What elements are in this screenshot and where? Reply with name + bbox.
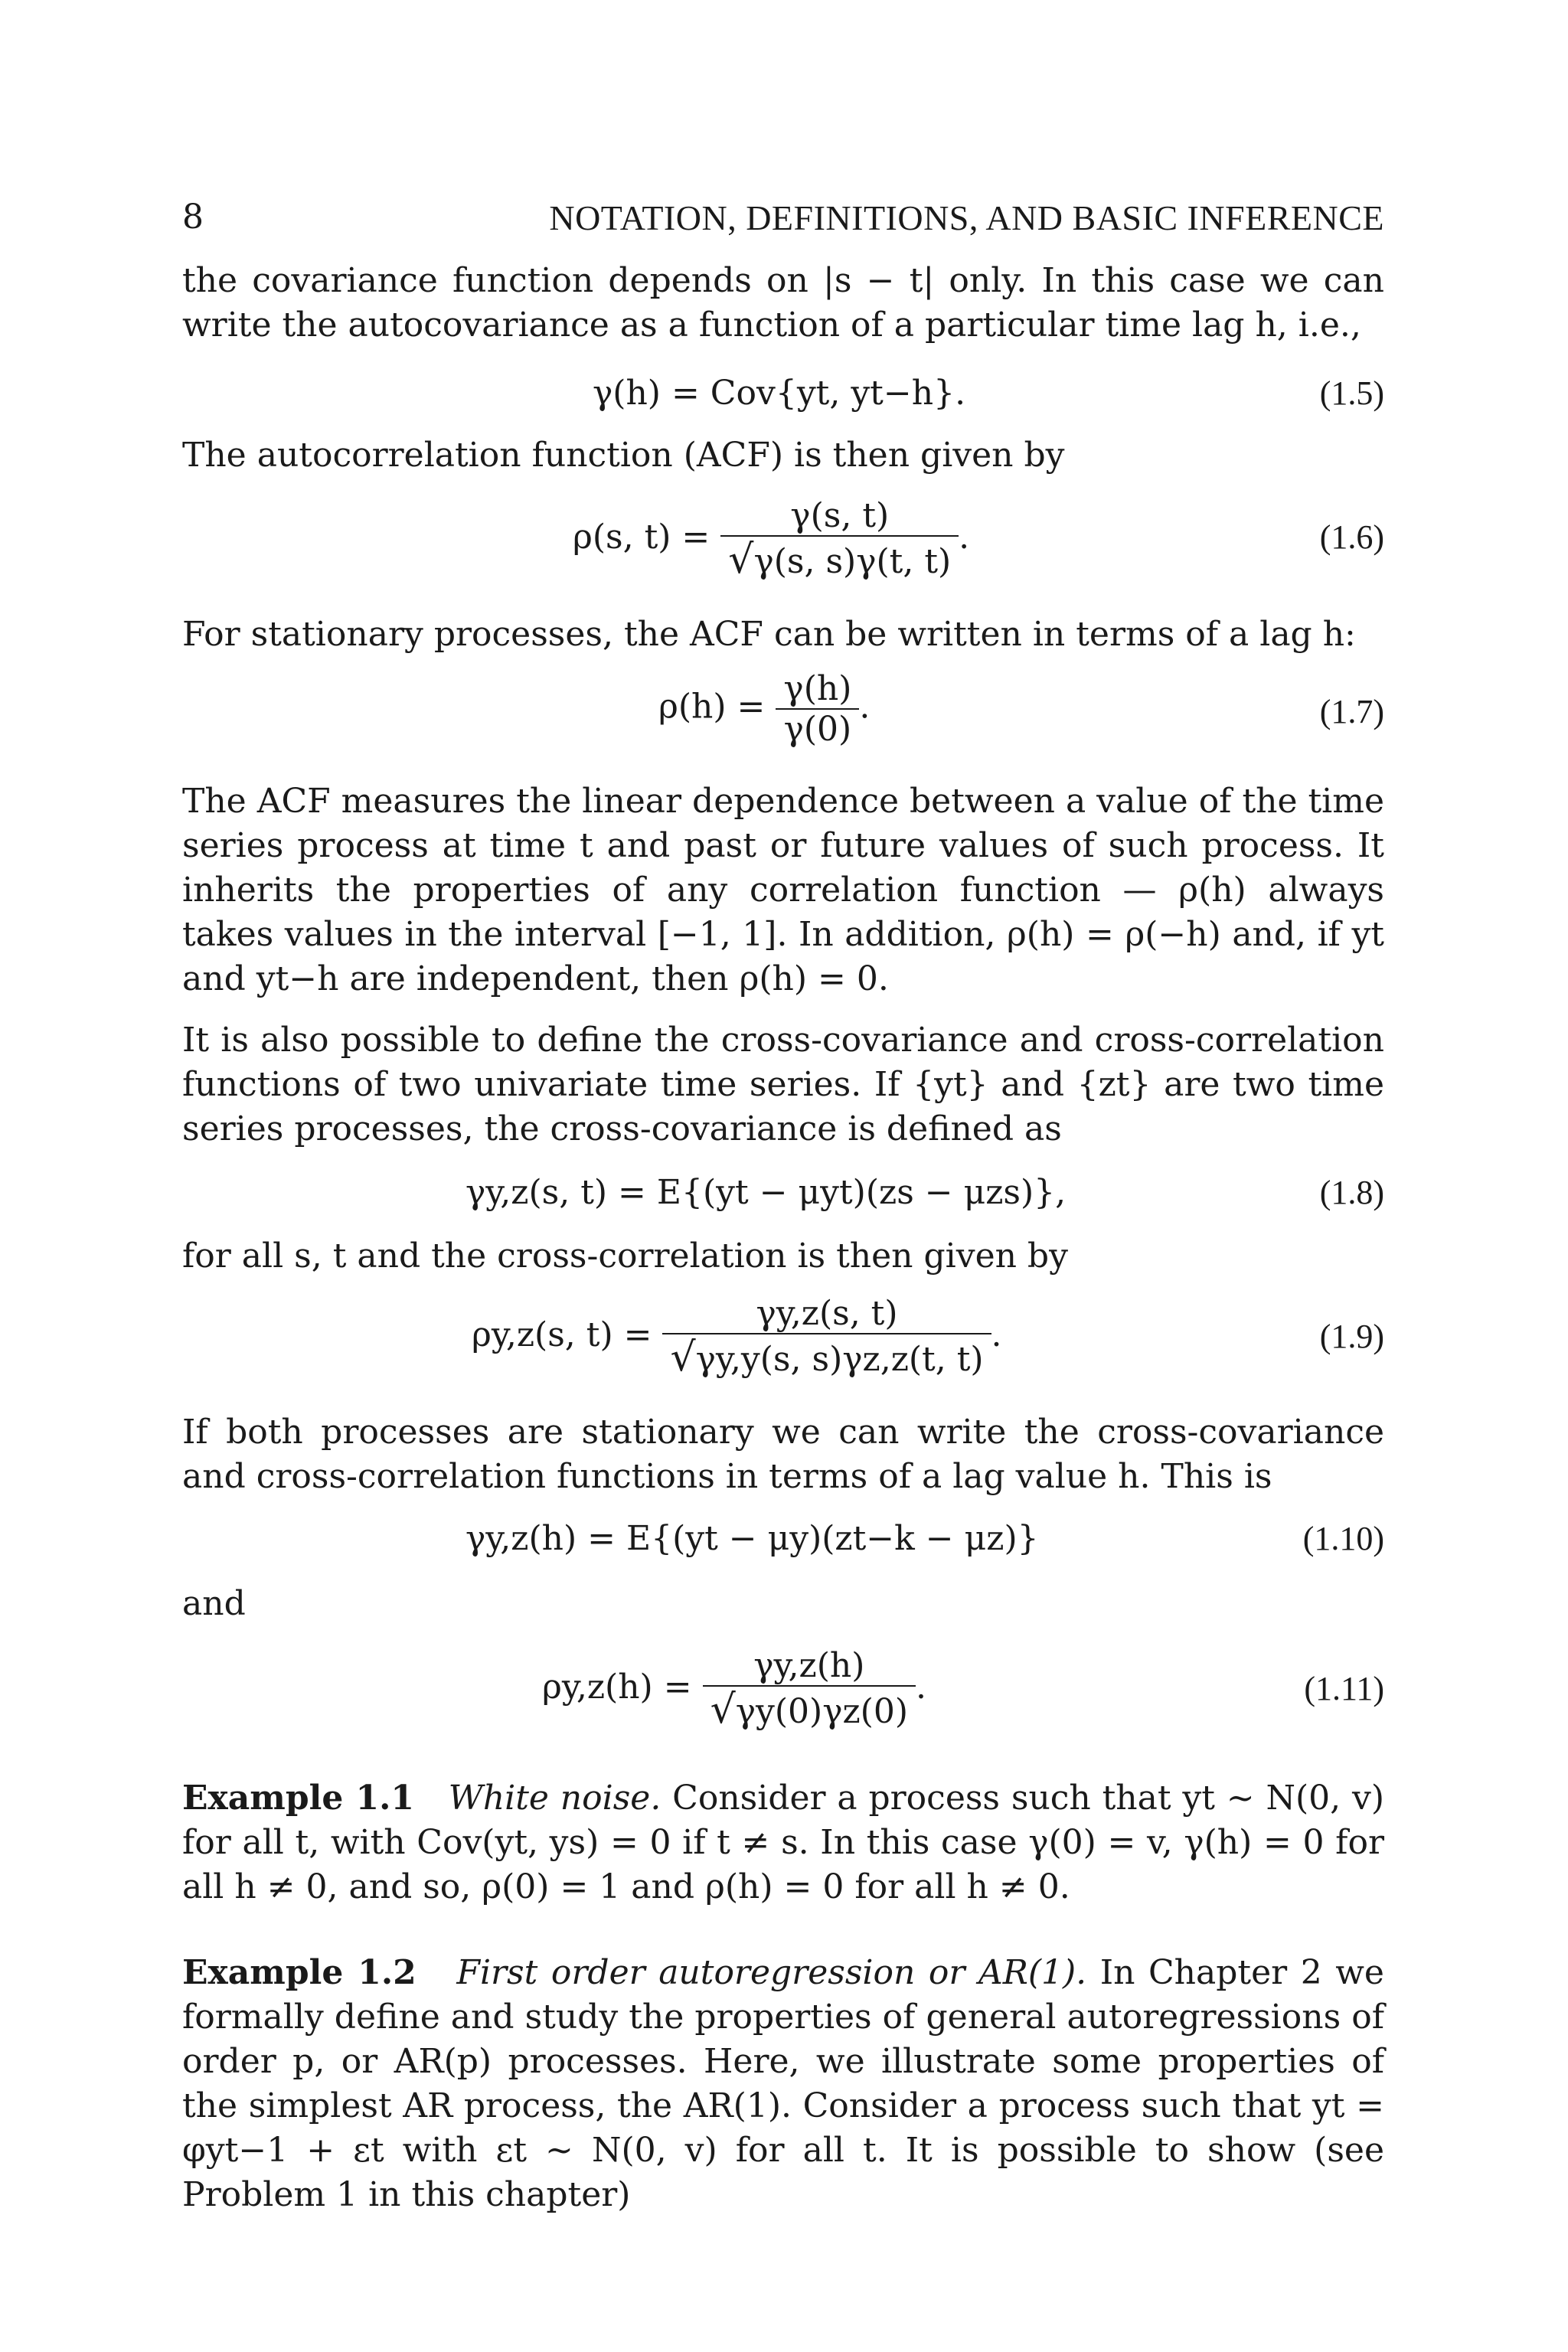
paragraph-text: For stationary processes, the ACF can be written in terms of a lag h: (182, 615, 1356, 654)
equation-body: ρy,z(h) = γy,z(h) √ γy(0)γz(0) . (542, 1646, 926, 1733)
equation-number: (1.6) (1319, 518, 1384, 556)
paragraph (182, 612, 1384, 657)
equation-number: (1.8) (1319, 1174, 1384, 1211)
equation-1-8 (182, 1173, 1384, 1219)
paragraph (182, 1234, 1384, 1279)
equation-number: (1.5) (1319, 374, 1384, 412)
paragraph-text: and (182, 1584, 246, 1623)
paragraph (182, 433, 1384, 478)
paragraph-text: If both processes are stationary we can write the cross-covariance and cross-correlation functions in terms of a lag value h. This is (182, 1413, 1384, 1496)
example-title: First order autoregression or AR(1). (456, 1953, 1087, 1992)
equation-1-9 (182, 1294, 1384, 1393)
example-label: Example 1.2 (182, 1953, 416, 1992)
example-text (182, 1951, 1384, 2217)
equation-number: (1.10) (1302, 1520, 1384, 1557)
equation-1-6 (182, 496, 1384, 596)
paragraph-text: the covariance function depends on |s − t| only. In this case we can write the autocovariance as a function of a particular time lag h, i.e., (182, 261, 1384, 345)
denominator: γ(0) (776, 708, 859, 749)
equation-body: γ(h) = Cov{yt, yt−h}. (593, 374, 966, 413)
denominator: √ γy,y(s, s)γz,z(t, t) (662, 1333, 991, 1380)
equation-lhs: ρy,z(s, t) = (472, 1315, 652, 1354)
fraction (703, 1646, 916, 1733)
equation-lhs: ρy,z(h) = (542, 1668, 692, 1707)
example-1-2 (182, 1951, 1384, 2217)
paragraph (182, 1582, 1384, 1626)
numerator: γy,z(h) (753, 1646, 865, 1685)
equation-number: (1.7) (1319, 693, 1384, 730)
example-label: Example 1.1 (182, 1779, 415, 1818)
paragraph (182, 779, 1384, 1001)
numerator: γy,z(s, t) (756, 1294, 898, 1333)
running-title: NOTATION, DEFINITIONS, AND BASIC INFERENCE (549, 198, 1384, 237)
paragraph (182, 1410, 1384, 1499)
equation-1-5 (182, 374, 1384, 420)
fraction (662, 1294, 991, 1380)
denominator: √ γ(s, s)γ(t, t) (720, 535, 959, 583)
page-number: 8 (182, 198, 204, 237)
page-header (182, 198, 1384, 243)
equation-1-10 (182, 1519, 1384, 1565)
paragraph-text: It is also possible to define the cross-covariance and cross-correlation functions of two univariate time series. If {yt} and {zt} are two time series processes, the cross-covariance is defined as (182, 1021, 1384, 1148)
equation-lhs: ρ(h) = (658, 687, 766, 727)
equation-body: γy,z(h) = E{(yt − μy)(zt−k − μz)} (466, 1519, 1039, 1558)
paragraph-text: for all s, t and the cross-correlation is then given by (182, 1236, 1068, 1276)
equation-1-7 (182, 669, 1384, 769)
fraction (720, 496, 959, 583)
equation-body: ρ(h) = $\frac{\gamma(h)}{\gamma(0)}$ . (658, 669, 871, 749)
paragraph (182, 1018, 1384, 1152)
numerator: γ(h) (783, 669, 852, 708)
example-body: Consider a process such that yt ∼ N(0, v) for all t, with Cov(yt, ys) = 0 if t ≠ s. In this case γ(0) = v, γ(h) = 0 for all h ≠ 0, and so, ρ(0) = 1 and ρ(h) = 0 for all h ≠ 0. (182, 1779, 1384, 1906)
fraction (776, 669, 859, 749)
example-body: In Chapter 2 we formally define and study the properties of general autoregressions of order p, or AR(p) processes. Here, we illustrate some properties of the simplest AR process, the AR(1). Consider a process such that yt = φyt−1 + εt with εt ∼ N(0, v) for all t. It is possible to show (see Problem 1 in this chapter) (182, 1953, 1384, 2214)
example-1-1 (182, 1776, 1384, 1909)
example-title: White noise. (448, 1779, 662, 1818)
numerator: γ(s, t) (790, 496, 890, 535)
equation-number: (1.9) (1319, 1318, 1384, 1355)
equation-body: ρ(s, t) = γ(s, t) √ γ(s, s)γ(t, t) . (573, 496, 969, 583)
equation-body: γy,z(s, t) = E{(yt − μyt)(zs − μzs)}, (466, 1173, 1067, 1212)
example-text (182, 1776, 1384, 1909)
equation-lhs: ρ(s, t) = (573, 518, 710, 557)
equation-body: ρy,z(s, t) = γy,z(s, t) √ γy,y(s, s)γz,z(t, t) . (472, 1294, 1002, 1380)
equation-1-11 (182, 1646, 1384, 1746)
paragraph (182, 259, 1384, 348)
equation-number: (1.11) (1304, 1670, 1384, 1707)
denominator: √ γy(0)γz(0) (703, 1685, 916, 1733)
paragraph-text: The ACF measures the linear dependence between a value of the time series process at time t and past or future values of such process. It inherits the properties of any correlation function — ρ(h) always takes values in the interval [−1, 1]. In addition, ρ(h) = ρ(−h) and, if yt and yt−h are independent, then ρ(h) = 0. (182, 782, 1385, 998)
paragraph-text: The autocorrelation function (ACF) is then given by (182, 436, 1065, 475)
